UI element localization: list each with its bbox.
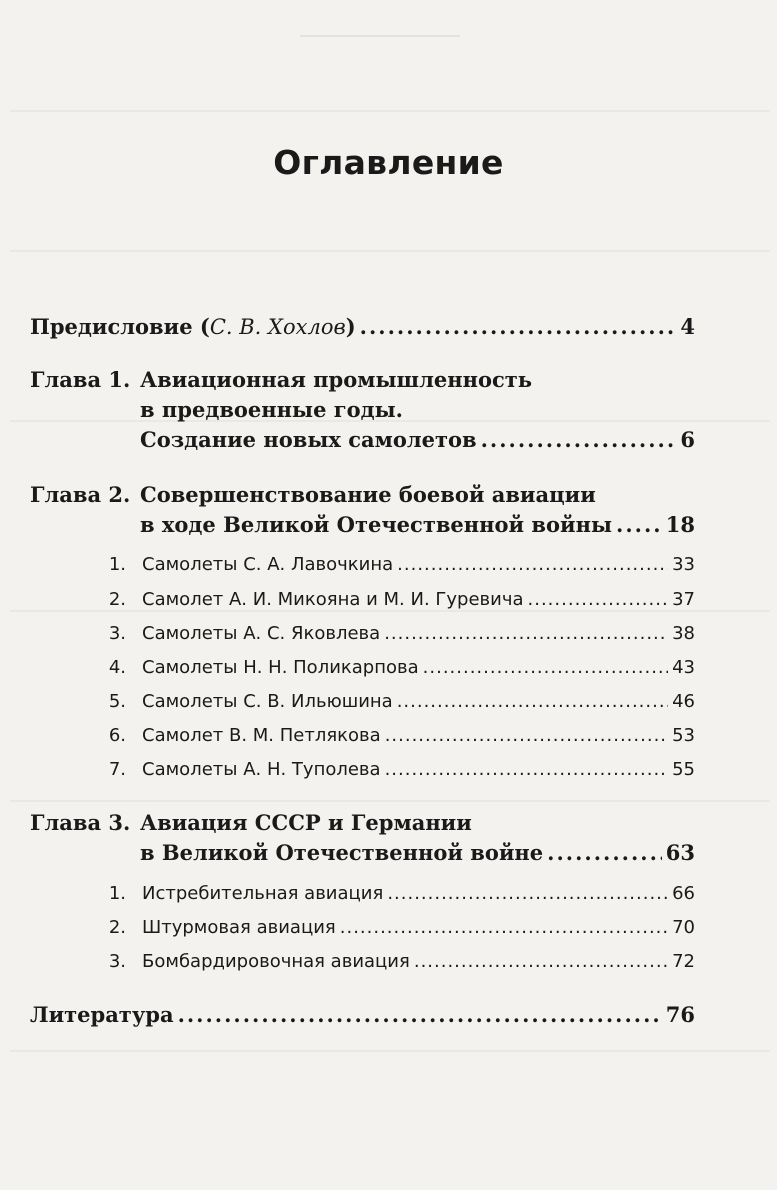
page-number: 4 xyxy=(680,314,695,339)
page-number: 33 xyxy=(672,554,695,575)
section-number: 2. xyxy=(108,589,126,610)
leader-dots xyxy=(397,688,668,716)
section-number: 1. xyxy=(108,554,126,575)
preface-title: Предисловие ( xyxy=(30,314,210,339)
section-title: Бомбардировочная авиация xyxy=(142,951,410,972)
page-number: 38 xyxy=(672,623,695,644)
page-title: Оглавление xyxy=(273,143,504,182)
leader-dots xyxy=(360,312,677,342)
section-title: Истребительная авиация xyxy=(142,883,384,904)
chapter-title-line: в Великой Отечественной войне xyxy=(140,840,544,865)
bleed-line xyxy=(10,250,770,252)
section-title: Самолеты С. А. Лавочкина xyxy=(142,554,394,575)
section-number: 5. xyxy=(108,691,126,712)
section-title: Самолеты А. Н. Туполева xyxy=(142,759,381,780)
chapter-title-line: Авиация СССР и Германии xyxy=(140,810,472,835)
chapter-title-line: Создание новых самолетов xyxy=(140,427,477,452)
leader-dots xyxy=(481,425,677,455)
leader-dots xyxy=(340,914,668,942)
leader-dots xyxy=(384,620,668,648)
leader-dots xyxy=(547,838,662,868)
leader-dots xyxy=(528,586,669,614)
page-number: 55 xyxy=(672,759,695,780)
page-number: 72 xyxy=(672,951,695,972)
leader-dots xyxy=(414,948,668,976)
bleed-line xyxy=(10,110,770,112)
section-number: 3. xyxy=(108,951,126,972)
section-title: Самолет А. И. Микояна и М. И. Гуревича xyxy=(142,589,524,610)
leader-dots xyxy=(387,880,668,908)
chapter-label: Глава 2. xyxy=(30,482,131,507)
section-number: 4. xyxy=(108,657,126,678)
section-number: 1. xyxy=(108,883,126,904)
toc-entry-chapter-1[interactable] xyxy=(30,365,695,455)
preface-author: С. В. Хохлов xyxy=(209,315,346,339)
section-title: Самолет В. М. Петлякова xyxy=(142,725,381,746)
chapter-title-line: Авиационная промышленность xyxy=(140,367,533,392)
leader-dots xyxy=(385,722,668,750)
preface-close: ) xyxy=(345,314,356,339)
bleed-line xyxy=(10,1050,770,1052)
header-rule xyxy=(300,35,460,37)
chapter-title-line: в ходе Великой Отечественной войны xyxy=(140,512,613,537)
leader-dots xyxy=(616,510,662,540)
toc-entry-chapter-3[interactable] xyxy=(30,808,695,868)
section-title: Самолеты С. В. Ильюшина xyxy=(142,691,393,712)
leader-dots xyxy=(423,654,668,682)
literature-title: Литература xyxy=(30,1002,174,1027)
chapter-label: Глава 1. xyxy=(30,367,131,392)
page-number: 18 xyxy=(665,512,695,537)
section-title: Самолеты А. С. Яковлева xyxy=(142,623,381,644)
page-number: 70 xyxy=(672,917,695,938)
section-title: Штурмовая авиация xyxy=(142,917,336,938)
page-number: 6 xyxy=(680,427,695,452)
chapter-label: Глава 3. xyxy=(30,810,131,835)
page-number: 46 xyxy=(672,691,695,712)
chapter-title-line: Совершенствование боевой авиации xyxy=(140,482,596,507)
toc-entry-chapter-2[interactable] xyxy=(30,480,695,540)
page-number: 53 xyxy=(672,725,695,746)
page-number: 37 xyxy=(672,589,695,610)
page-number: 76 xyxy=(665,1002,695,1027)
page-number: 63 xyxy=(665,840,695,865)
section-number: 3. xyxy=(108,623,126,644)
section-title: Самолеты Н. Н. Поликарпова xyxy=(142,657,419,678)
bleed-line xyxy=(10,800,770,802)
page-number: 43 xyxy=(672,657,695,678)
section-number: 6. xyxy=(108,725,126,746)
leader-dots xyxy=(178,1000,662,1030)
leader-dots xyxy=(397,551,668,579)
section-number: 7. xyxy=(108,759,126,780)
chapter-title-line: в предвоенные годы. xyxy=(140,397,403,422)
section-number: 2. xyxy=(108,917,126,938)
leader-dots xyxy=(385,756,669,784)
page-number: 66 xyxy=(672,883,695,904)
